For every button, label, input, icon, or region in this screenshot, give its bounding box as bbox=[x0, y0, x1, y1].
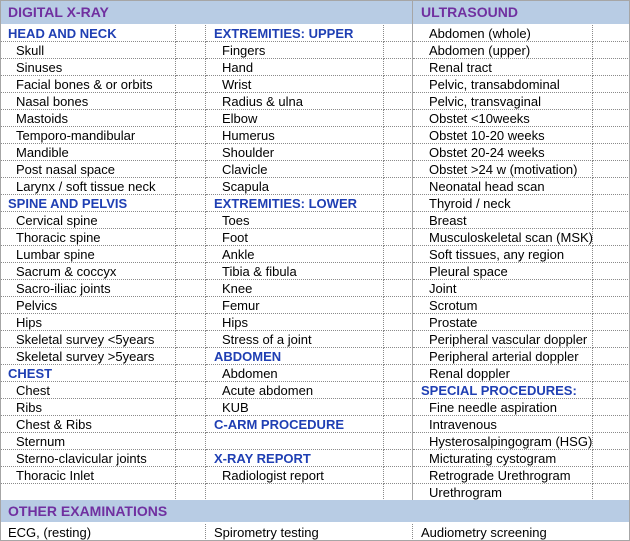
exam-item: Temporo-mandibular bbox=[0, 127, 176, 144]
section-heading: CHEST bbox=[0, 365, 176, 382]
exam-item: Hysterosalpingogram (HSG) bbox=[413, 433, 593, 450]
exam-item: Joint bbox=[413, 280, 593, 297]
exam-item: Sterno-clavicular joints bbox=[0, 450, 176, 467]
exam-item: Abdomen (whole) bbox=[413, 25, 593, 42]
section-heading: EXTREMITIES: UPPER bbox=[206, 25, 384, 42]
section-heading: SPINE AND PELVIS bbox=[0, 195, 176, 212]
exam-item: Musculoskeletal scan (MSK) bbox=[413, 229, 593, 246]
exam-item: Scrotum bbox=[413, 297, 593, 314]
exam-item: Abdomen bbox=[206, 365, 384, 382]
exam-item: Ribs bbox=[0, 399, 176, 416]
exam-item: Sacrum & coccyx bbox=[0, 263, 176, 280]
exam-item: Renal tract bbox=[413, 59, 593, 76]
header-other-examinations: OTHER EXAMINATIONS bbox=[0, 500, 630, 522]
exam-item: Facial bones & or orbits bbox=[0, 76, 176, 93]
exam-item: Sternum bbox=[0, 433, 176, 450]
header-ultrasound: ULTRASOUND bbox=[413, 0, 630, 24]
exam-item: Lumbar spine bbox=[0, 246, 176, 263]
exam-item: Nasal bones bbox=[0, 93, 176, 110]
exam-item: Peripheral arterial doppler bbox=[413, 348, 593, 365]
exam-item: Thyroid / neck bbox=[413, 195, 593, 212]
exam-item: Post nasal space bbox=[0, 161, 176, 178]
exam-item: Pelvic, transvaginal bbox=[413, 93, 593, 110]
exam-item: Breast bbox=[413, 212, 593, 229]
other-exam-item: Spirometry testing bbox=[206, 524, 413, 541]
exam-item: Acute abdomen bbox=[206, 382, 384, 399]
section-heading: ABDOMEN bbox=[206, 348, 384, 365]
exam-item: Retrograde Urethrogram bbox=[413, 467, 593, 484]
section-heading: SPECIAL PROCEDURES: bbox=[413, 382, 593, 399]
exam-item: Humerus bbox=[206, 127, 384, 144]
exam-item: Elbow bbox=[206, 110, 384, 127]
exam-item: Foot bbox=[206, 229, 384, 246]
exam-item: Scapula bbox=[206, 178, 384, 195]
exam-item: Clavicle bbox=[206, 161, 384, 178]
exam-item: Micturating cystogram bbox=[413, 450, 593, 467]
exam-item: Obstet 10-20 weeks bbox=[413, 127, 593, 144]
exam-item: Femur bbox=[206, 297, 384, 314]
exam-item: Hips bbox=[206, 314, 384, 331]
exam-item: Obstet 20-24 weeks bbox=[413, 144, 593, 161]
exam-item: Radius & ulna bbox=[206, 93, 384, 110]
exam-item: Fine needle aspiration bbox=[413, 399, 593, 416]
exam-item: Obstet <10weeks bbox=[413, 110, 593, 127]
exam-item: Sinuses bbox=[0, 59, 176, 76]
exam-item: Tibia & fibula bbox=[206, 263, 384, 280]
exam-item: Skeletal survey <5years bbox=[0, 331, 176, 348]
exam-item: Skeletal survey >5years bbox=[0, 348, 176, 365]
exam-item: Obstet >24 w (motivation) bbox=[413, 161, 593, 178]
exam-item: Mastoids bbox=[0, 110, 176, 127]
section-heading: EXTREMITIES: LOWER bbox=[206, 195, 384, 212]
exam-item: Soft tissues, any region bbox=[413, 246, 593, 263]
exam-item: Pelvic, transabdominal bbox=[413, 76, 593, 93]
exam-item: Chest bbox=[0, 382, 176, 399]
exam-item: Urethrogram bbox=[413, 484, 593, 501]
exam-item: Thoracic spine bbox=[0, 229, 176, 246]
exam-item: Toes bbox=[206, 212, 384, 229]
exam-item: Intravenous bbox=[413, 416, 593, 433]
exam-item: Ankle bbox=[206, 246, 384, 263]
section-heading: HEAD AND NECK bbox=[0, 25, 176, 42]
other-exam-item: ECG, (resting) bbox=[0, 524, 206, 541]
exam-item: Hand bbox=[206, 59, 384, 76]
exam-item: Sacro-iliac joints bbox=[0, 280, 176, 297]
exam-item: Fingers bbox=[206, 42, 384, 59]
exam-item: KUB bbox=[206, 399, 384, 416]
exam-item: Renal doppler bbox=[413, 365, 593, 382]
other-exam-item: Audiometry screening bbox=[421, 525, 547, 540]
exam-item: Peripheral vascular doppler bbox=[413, 331, 593, 348]
exam-item: Pelvics bbox=[0, 297, 176, 314]
exam-item: Skull bbox=[0, 42, 176, 59]
exam-item: Pleural space bbox=[413, 263, 593, 280]
header-digital-xray: DIGITAL X-RAY bbox=[0, 0, 412, 24]
exam-item: Wrist bbox=[206, 76, 384, 93]
exam-item: Chest & Ribs bbox=[0, 416, 176, 433]
section-heading: C-ARM PROCEDURE bbox=[206, 416, 384, 433]
exam-item: Shoulder bbox=[206, 144, 384, 161]
exam-item: Stress of a joint bbox=[206, 331, 384, 348]
exam-item: Prostate bbox=[413, 314, 593, 331]
exam-item: Hips bbox=[0, 314, 176, 331]
exam-item: Thoracic Inlet bbox=[0, 467, 176, 484]
exam-item: Knee bbox=[206, 280, 384, 297]
section-heading: X-RAY REPORT bbox=[206, 450, 384, 467]
exam-item: Neonatal head scan bbox=[413, 178, 593, 195]
exam-item: Mandible bbox=[0, 144, 176, 161]
exam-item: Radiologist report bbox=[206, 467, 384, 484]
exam-item: Abdomen (upper) bbox=[413, 42, 593, 59]
exam-item: Larynx / soft tissue neck bbox=[0, 178, 176, 195]
exam-item: Cervical spine bbox=[0, 212, 176, 229]
